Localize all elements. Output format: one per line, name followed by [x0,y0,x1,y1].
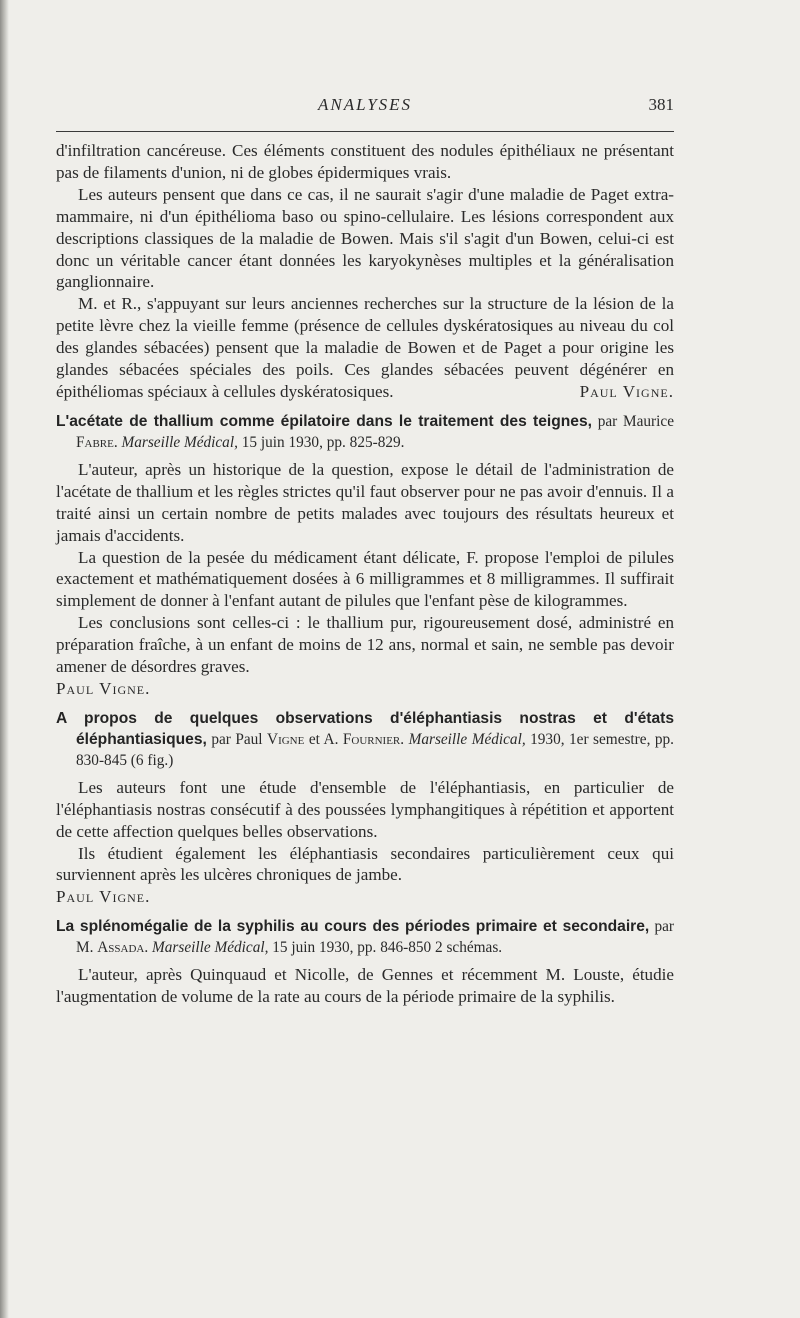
paragraph: La question de la pesée du médicament étant délicate, F. propose l'emploi de pilules exactement et mathématiquement dosées à 6 milligrammes et 8 milligrammes. Il suffirait simplement de donner à l'enfant autant de pilules que l'enfant pèse de kilogrammes. [56,547,674,611]
entry-details: 15 juin 1930, pp. 846-850 2 schémas. [268,939,503,957]
entry-details: 15 juin 1930, pp. 825-829. [237,433,405,451]
entry-heading [56,411,674,453]
entry-title: L'acétate de thallium comme épilatoire dans le traitement des teignes, [56,412,592,430]
entry-details: 1930, 1er semestre, pp. 830-845 (6 fig.) [76,730,674,769]
entry-sep: . [400,730,409,748]
page-content [56,140,674,1008]
entry-title: A propos de quelques observations d'éléphantiasis nostras et d'états éléphantiasiques, [56,709,674,748]
entry-body [56,459,674,700]
paragraph-text: M. et R., s'appuyant sur leurs anciennes recherches sur la structure de la lésion de la petite lèvre chez la vieille femme (présence de cellules dyskératosiques au niveau du col des glandes sébacées) pensent que la maladie de Bowen et de Paget a pour origine les glandes sébacées spéciales des poils. Ces glandes sébacées peuvent dégénérer en épithéliomas spéciaux à cellules dyskératosiques. [56,294,674,401]
review-entry [56,916,674,1008]
entry-by: par M. [76,918,674,957]
page-number: 381 [648,95,674,114]
entry-sep: . [113,433,122,451]
entry-journal: Marseille Médical, [121,433,238,451]
entry-heading [56,916,674,958]
entry-journal: Marseille Médical, [152,939,269,957]
header-rule [56,131,674,132]
reviewer-signature: Paul Vigne. [56,678,151,698]
paragraph [56,293,674,403]
entry-heading [56,708,674,771]
paragraph: d'infiltration cancéreuse. Ces éléments constituent des nodules épithéliaux ne présentant pas de filaments d'union, ni de globes épidermiques vrais. [56,141,674,182]
entry-journal: Marseille Médical, [408,730,526,748]
running-title: ANALYSES [317,95,413,114]
review-entry [56,411,674,700]
entry-author: Fabre [76,433,114,451]
paragraph: L'auteur, après un historique de la question, expose le détail de l'administration de l'acétate de thallium et les règles strictes qu'il faut observer pour ne pas avoir d'ennuis. Il a traité ainsi un certain nombre de petits malades avec toujours des résultats heureux et jamais d'accidents. [56,459,674,545]
previous-review [56,140,674,403]
entry-author: Vigne [267,730,305,748]
paragraph: L'auteur, après Quinquaud et Nicolle, de Gennes et récemment M. Louste, étudie l'augmentation de volume de la rate au cours de la période primaire de la syphilis. [56,965,674,1007]
entry-by: par Paul [206,730,268,748]
paragraph: Ils étudient également les éléphantiasis secondaires particulièrement ceux qui surviennent après les ulcères chroniques de jambe. [56,843,674,885]
reviewer-signature: Paul Vigne. [56,887,151,907]
entry-body [56,777,674,908]
page-header [56,93,674,117]
paragraph: Les auteurs pensent que dans ce cas, il ne saurait s'agir d'une maladie de Paget extra-mammaire, ni d'un épithélioma baso ou spino-cellulaire. Les lésions correspondent aux descriptions classiques de la maladie de Bowen. Mais s'il s'agit d'un Bowen, celui-ci est donc un véritable cancer étant données les karyokynèses multiples et la généralisation ganglionnaire. [56,184,674,292]
paragraph: Les auteurs font une étude d'ensemble de l'éléphantiasis, en particulier de l'éléphantiasis nostras consécutif à des poussées lymphangitiques à répétition et apportent de cette affection quelques belles observations. [56,777,674,841]
reviewer-signature: Paul Vigne. [579,381,674,401]
entry-sep: . [144,939,153,957]
entry-sep: et A. [304,730,343,748]
entry-author: Assada [97,939,145,957]
entry-body [56,964,674,1008]
review-entry [56,708,674,908]
entry-by: par Maurice [591,412,674,430]
page-binding-edge [0,0,9,1318]
entry-title: La splénomégalie de la syphilis au cours des périodes primaire et secondaire, [56,918,650,936]
paragraph: Les conclusions sont celles-ci : le thallium pur, rigoureusement dosé, administré en préparation fraîche, à un enfant de moins de 12 ans, normal et sain, ne semble pas devoir amener de désordres graves. [56,613,674,677]
entry-coauthor: Fournier [342,730,401,748]
